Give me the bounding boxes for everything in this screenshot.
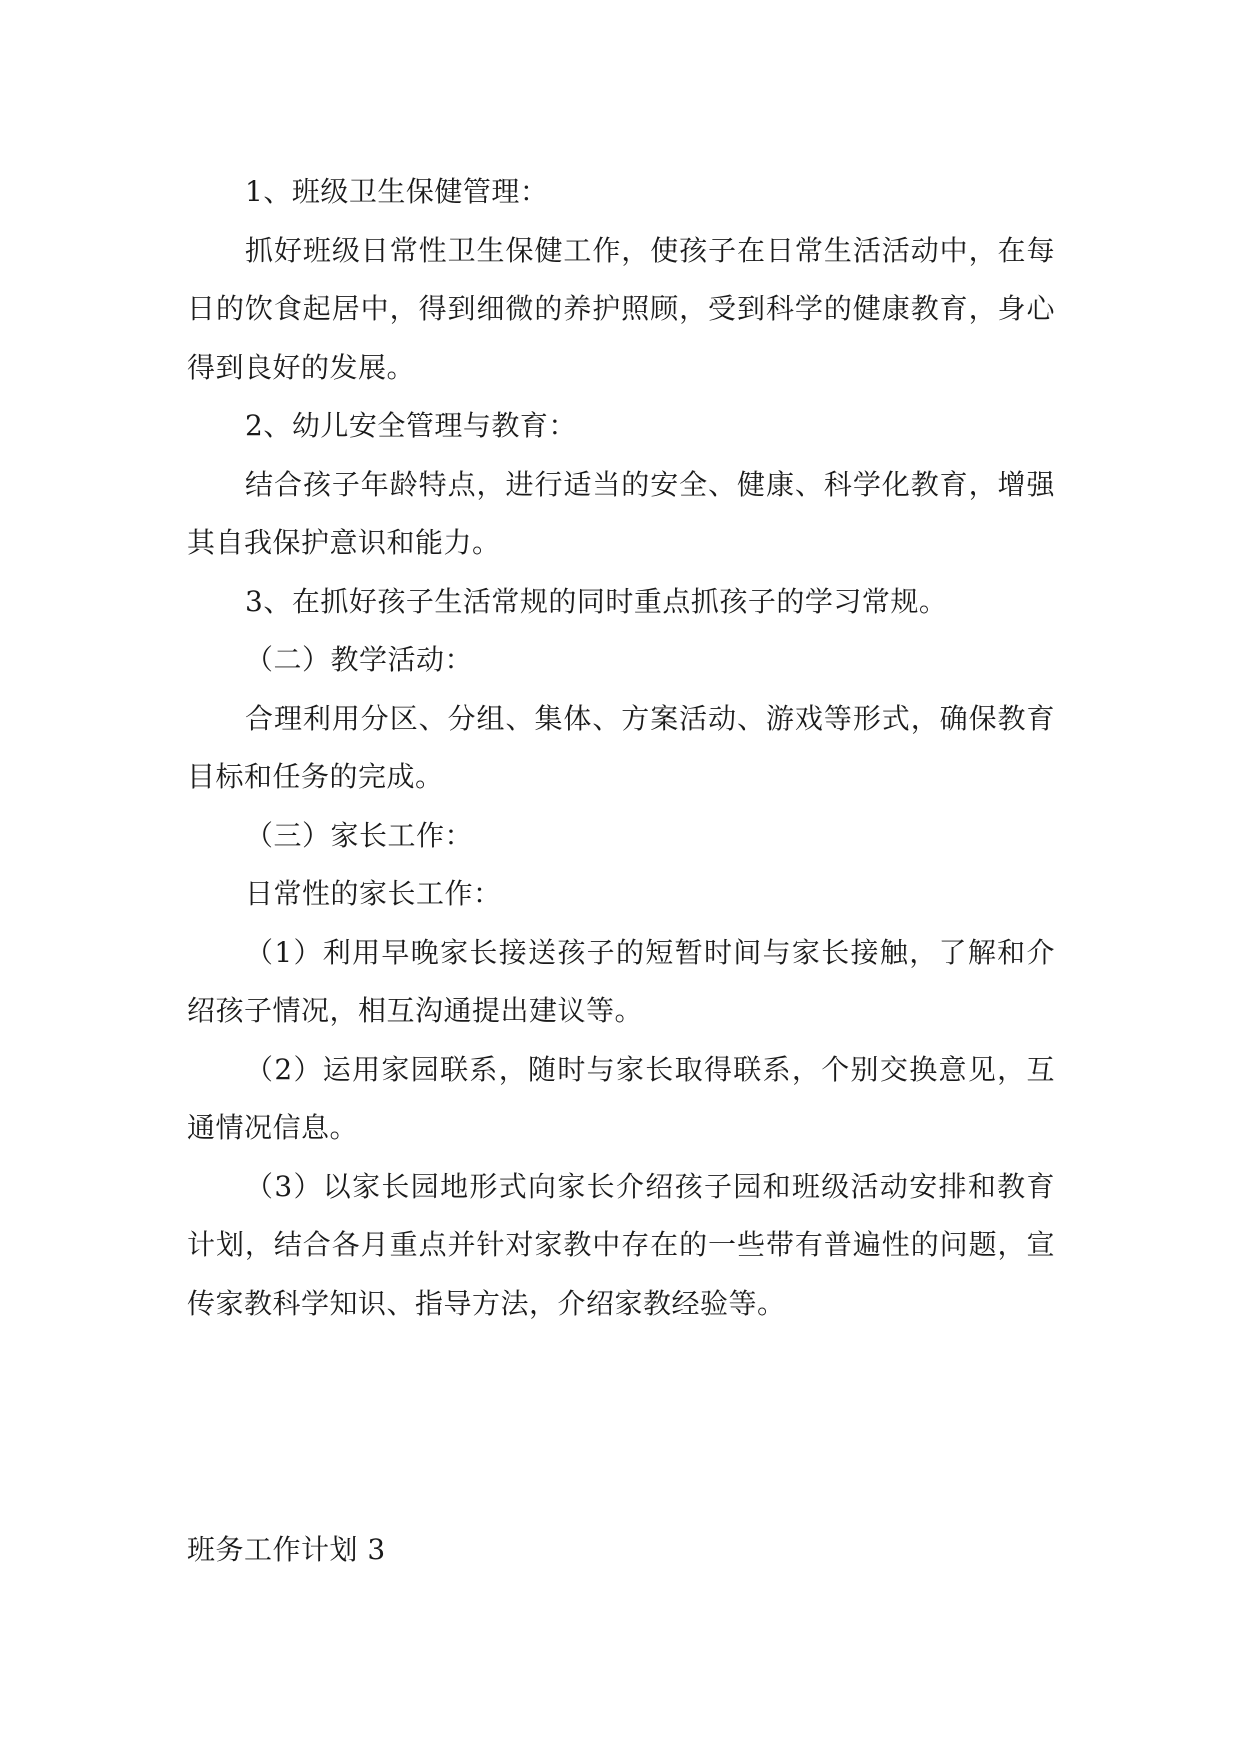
paragraph-parents-item-2: （2）运用家园联系，随时与家长取得联系，个别交换意见，互通情况信息。 — [187, 1052, 1055, 1144]
paragraph-safety-heading: 2、幼儿安全管理与教育： — [245, 409, 577, 442]
paragraph-hygiene-heading: 1、班级卫生保健管理： — [245, 175, 549, 208]
section-heading: 班务工作计划 3 — [187, 1533, 386, 1566]
paragraph-parents-item-3: （3）以家长园地形式向家长介绍孩子园和班级活动安排和教育计划，结合各月重点并针对家教中存在的一些带有普遍性的问题，宣传家教科学知识、指导方法，介绍家教经验等。 — [187, 1169, 1055, 1320]
paragraph-teaching-body: 合理利用分区、分组、集体、方案活动、游戏等形式，确保教育目标和任务的完成。 — [187, 701, 1055, 793]
paragraph-hygiene-body: 抓好班级日常性卫生保健工作，使孩子在日常生活活动中，在每日的饮食起居中，得到细微的养护照顾，受到科学的健康教育，身心得到良好的发展。 — [187, 233, 1055, 384]
paragraph-parents-item-1: （1）利用早晚家长接送孩子的短暂时间与家长接触，了解和介绍孩子情况，相互沟通提出建议等。 — [187, 935, 1055, 1027]
paragraph-parents-intro: 日常性的家长工作： — [245, 877, 502, 910]
paragraph-safety-body: 结合孩子年龄特点，进行适当的安全、健康、科学化教育，增强其自我保护意识和能力。 — [187, 467, 1055, 559]
paragraph-routine: 3、在抓好孩子生活常规的同时重点抓孩子的学习常规。 — [245, 584, 948, 618]
document-body — [187, 163, 1055, 1333]
paragraph-teaching-heading: （二）教学活动： — [245, 643, 474, 676]
paragraph-parents-heading: （三）家长工作： — [245, 818, 474, 852]
